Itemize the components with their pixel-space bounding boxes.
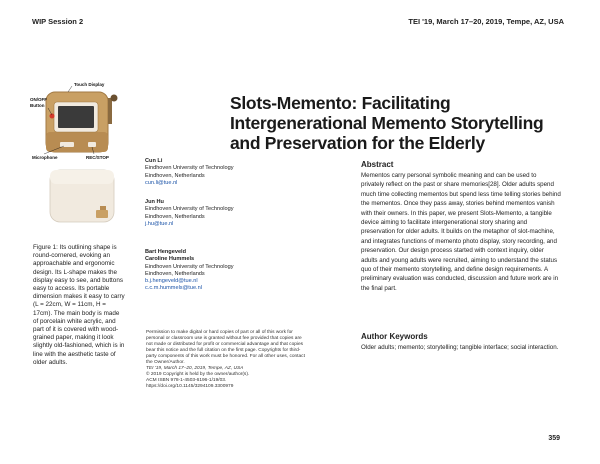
- figure-caption: Figure 1: Its outlining shape is round-cornered, evoking an approachable and ergonomic design. Its L-shape makes the display easy to see, and buttons easy to access. Its portable dimension makes it easy to carry (L = 22cm, W = 11cm, H = 17cm). The main body is made of porcelain white acrylic, and part of it is covered with wood-grained paper, making it look slightly old-fashioned, which is in line with the aesthetic taste of older adults.: [33, 244, 125, 366]
- keywords-body: Older adults; memento; storytelling; tangible interface; social interaction.: [361, 344, 559, 351]
- author-name: Bart Hengeveld: [145, 249, 187, 255]
- permission-line: not made or distributed for profit or commercial advantage and that copies: [146, 342, 304, 347]
- author-affiliation: Eindhoven University of Technology: [145, 206, 234, 213]
- permission-line: ACM ISBN 978-1-4503-6196-1/19/03.: [146, 378, 227, 383]
- author-affiliation: Eindhoven University of Technology: [145, 165, 234, 172]
- author-block-1: [145, 158, 345, 187]
- keywords-heading: Author Keywords: [361, 332, 428, 341]
- author-email[interactable]: c.c.m.hummels@tue.nl: [145, 285, 202, 292]
- abstract-heading: Abstract: [361, 160, 394, 169]
- author-location: Eindhoven, Netherlands: [145, 172, 205, 179]
- author-affiliation: Eindhoven University of Technology: [145, 263, 234, 270]
- author-location: Eindhoven, Netherlands: [145, 270, 205, 277]
- doi-link[interactable]: https://doi.org/10.1145/3294109.3300979: [146, 384, 234, 389]
- device-top-view: [46, 92, 118, 152]
- label-touch-display: Touch Display: [74, 82, 105, 87]
- permission-line: bear this notice and the full citation on the first page. Copyrights for third-: [146, 348, 301, 353]
- running-header-conference: TEI '19, March 17–20, 2019, Tempe, AZ, USA: [408, 17, 564, 26]
- permission-line: TEI '19, March 17–20, 2019, Tempe, AZ, USA: [146, 366, 244, 371]
- label-onoff: ON/OFF: [30, 97, 47, 102]
- device-figure: [30, 82, 120, 234]
- author-name: Cun Li: [145, 158, 163, 164]
- permission-line: personal or classroom use is granted without fee provided that copies are: [146, 336, 302, 341]
- paper-title: Slots-Memento: Facilitating Intergenerational Memento Storytelling and Preservation for the Elderly: [230, 93, 544, 153]
- author-location: Eindhoven, Netherlands: [145, 213, 205, 220]
- author-name: Caroline Hummels: [145, 256, 195, 263]
- author-email[interactable]: cun.li@tue.nl: [145, 179, 178, 186]
- author-block-3: [145, 249, 345, 293]
- permission-line: © 2019 Copyright is held by the owner/author(s).: [146, 372, 250, 377]
- abstract-body: Mementos carry personal symbolic meaning and can be used to privately reflect on the past or share memories[28]. Older adults spend much time collecting mementos but spend less time telling stories behind the mementos. Once they pass away, stories behind mementos vanish with their owners. In this paper, we present Slots-Memento, a tangible device aiming to facilitate intergenerational story sharing and preservation for older adults. It builds on the metaphor of slot-machine, and integrates functions of memento photo display, story recording, and preservation. Our design process started with context inquiry, older adults and young adults were recruited, aiming to understand the status quo of their memento storytelling, and define design requirements. A preliminary evaluation was conducted, discussion and future work are in the final part.: [361, 172, 561, 292]
- permission-line: the Owner/Author.: [146, 360, 185, 365]
- permission-line: party components of this work must be honored. For all other uses, contact: [146, 354, 305, 359]
- permission-notice: [146, 330, 346, 390]
- running-header-session: WIP Session 2: [32, 17, 84, 26]
- permission-line: Permission to make digital or hard copies of part or all of this work for: [146, 330, 293, 335]
- author-email[interactable]: b.j.hengeveld@tue.nl: [145, 278, 198, 285]
- label-button: Button: [30, 103, 45, 108]
- label-recstop: REC/STOP: [86, 155, 109, 160]
- author-name: Jun Hu: [145, 199, 164, 205]
- device-photos: [30, 86, 120, 234]
- author-email[interactable]: j.hu@tue.nl: [145, 220, 174, 227]
- page-number: 359: [548, 435, 560, 442]
- author-block-2: [145, 199, 345, 228]
- device-back-view: [50, 170, 114, 222]
- label-microphone: Microphone: [32, 155, 58, 160]
